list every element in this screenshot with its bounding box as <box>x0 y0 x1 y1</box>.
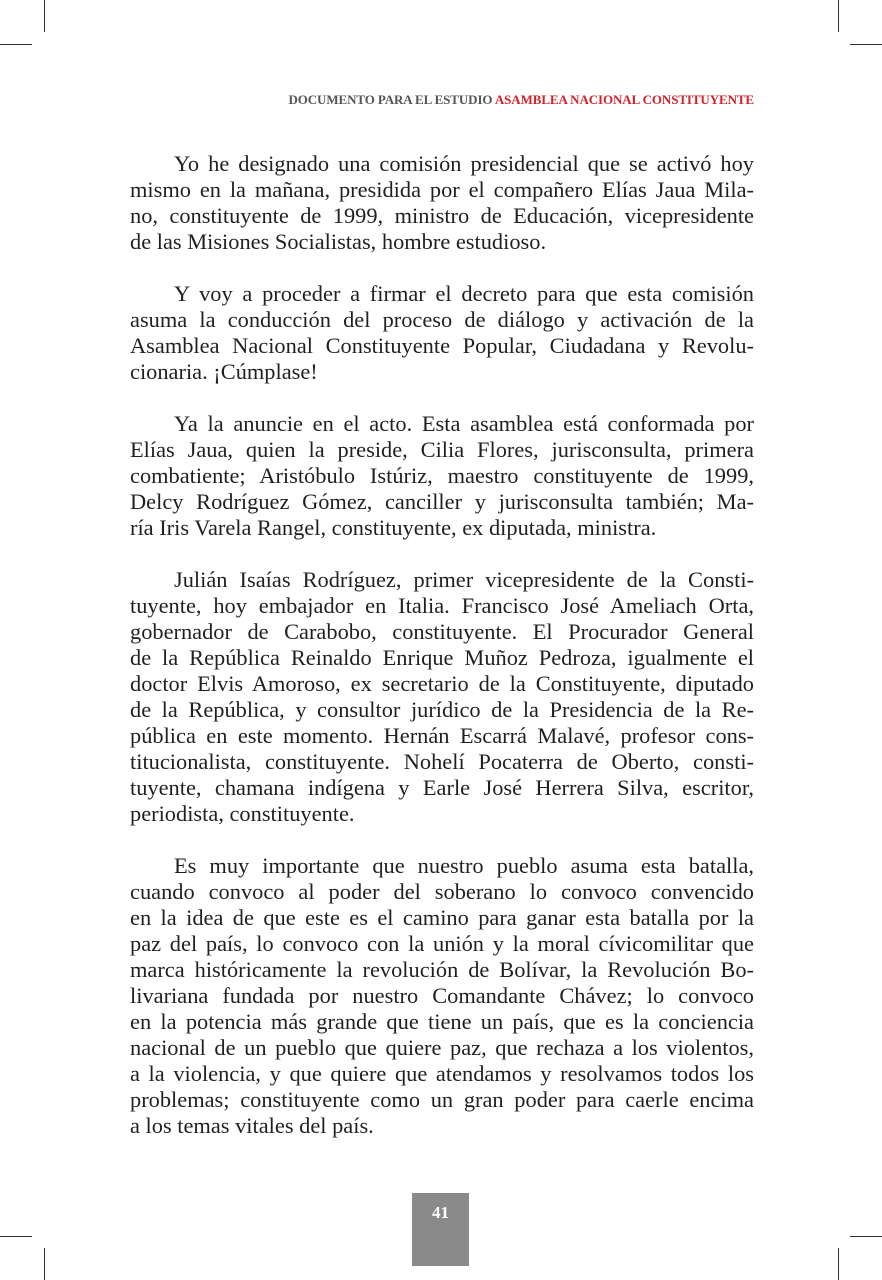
text-line: tuyente, hoy embajador en Italia. Francisco José Ameliach Orta, <box>130 593 754 618</box>
text-line: de la República, y consultor jurídico de la Presidencia de la Re- <box>130 697 754 722</box>
text-line: titucionalista, constituyente. Nohelí Pocaterra de Oberto, consti- <box>130 749 754 774</box>
text-line: cuando convoco al poder del soberano lo convoco convencido <box>130 879 754 904</box>
page-number: 41 <box>432 1203 449 1222</box>
text-line: ría Iris Varela Rangel, constituyente, ex diputada, ministra. <box>130 515 657 540</box>
text-line: doctor Elvis Amoroso, ex secretario de la Constituyente, diputado <box>130 671 754 696</box>
running-header <box>288 92 754 108</box>
text-line: paz del país, lo convoco con la unión y la moral cívicomilitar que <box>130 931 754 956</box>
body-text <box>130 151 754 1165</box>
crop-mark <box>0 1236 32 1237</box>
crop-mark <box>838 0 839 32</box>
text-line: periodista, constituyente. <box>130 801 355 826</box>
text-line: Asamblea Nacional Constituyente Popular, Ciudadana y Revolu- <box>130 333 754 358</box>
text-line: Elías Jaua, quien la preside, Cilia Flores, jurisconsulta, primera <box>130 437 754 462</box>
crop-mark <box>838 1248 839 1280</box>
text-line: Yo he designado una comisión presidencial que se activó hoy <box>174 151 754 176</box>
text-line: Es muy importante que nuestro pueblo asuma esta batalla, <box>174 853 754 878</box>
text-line: pública en este momento. Hernán Escarrá Malavé, profesor cons- <box>130 723 754 748</box>
text-line: Delcy Rodríguez Gómez, canciller y jurisconsulta también; Ma- <box>130 489 754 514</box>
crop-mark <box>44 0 45 32</box>
paragraph <box>130 567 754 827</box>
text-line: en la potencia más grande que tiene un país, que es la conciencia <box>130 1009 754 1034</box>
text-line: mismo en la mañana, presidida por el compañero Elías Jaua Mila- <box>130 177 754 202</box>
text-line: en la idea de que este es el camino para ganar esta batalla por la <box>130 905 754 930</box>
text-line: de las Misiones Socialistas, hombre estudioso. <box>130 229 547 254</box>
text-line: marca históricamente la revolución de Bolívar, la Revolución Bo- <box>130 957 754 982</box>
paragraph <box>130 853 754 1139</box>
header-highlight: ASAMBLEA NACIONAL CONSTITUYENTE <box>494 92 754 107</box>
text-line: de la República Reinaldo Enrique Muñoz Pedroza, igualmente el <box>130 645 754 670</box>
header-prefix: DOCUMENTO PARA EL ESTUDIO <box>288 92 493 107</box>
text-line: livariana fundada por nuestro Comandante Chávez; lo convoco <box>130 983 754 1008</box>
text-line: Julián Isaías Rodríguez, primer vicepresidente de la Consti- <box>174 567 754 592</box>
paragraph <box>130 281 754 385</box>
crop-mark <box>44 1248 45 1280</box>
text-line: a los temas vitales del país. <box>130 1113 374 1138</box>
text-line: no, constituyente de 1999, ministro de Educación, vicepresidente <box>130 203 754 228</box>
text-line: nacional de un pueblo que quiere paz, que rechaza a los violentos, <box>130 1035 754 1060</box>
text-line: a la violencia, y que quiere que atendamos y resolvamos todos los <box>130 1061 754 1086</box>
page-number-box <box>412 1193 469 1266</box>
text-line: Y voy a proceder a firmar el decreto para que esta comisión <box>174 281 754 306</box>
text-line: combatiente; Aristóbulo Istúriz, maestro constituyente de 1999, <box>130 463 754 488</box>
crop-mark <box>850 44 882 45</box>
crop-mark <box>850 1236 882 1237</box>
text-line: problemas; constituyente como un gran poder para caerle encima <box>130 1087 754 1112</box>
crop-mark <box>0 44 32 45</box>
text-line: tuyente, chamana indígena y Earle José Herrera Silva, escritor, <box>130 775 754 800</box>
text-line: asuma la conducción del proceso de diálogo y activación de la <box>130 307 754 332</box>
paragraph <box>130 411 754 541</box>
paragraph <box>130 151 754 255</box>
text-line: cionaria. ¡Cúmplase! <box>130 359 318 384</box>
text-line: Ya la anuncie en el acto. Esta asamblea está conformada por <box>174 411 754 436</box>
text-line: gobernador de Carabobo, constituyente. El Procurador General <box>130 619 754 644</box>
